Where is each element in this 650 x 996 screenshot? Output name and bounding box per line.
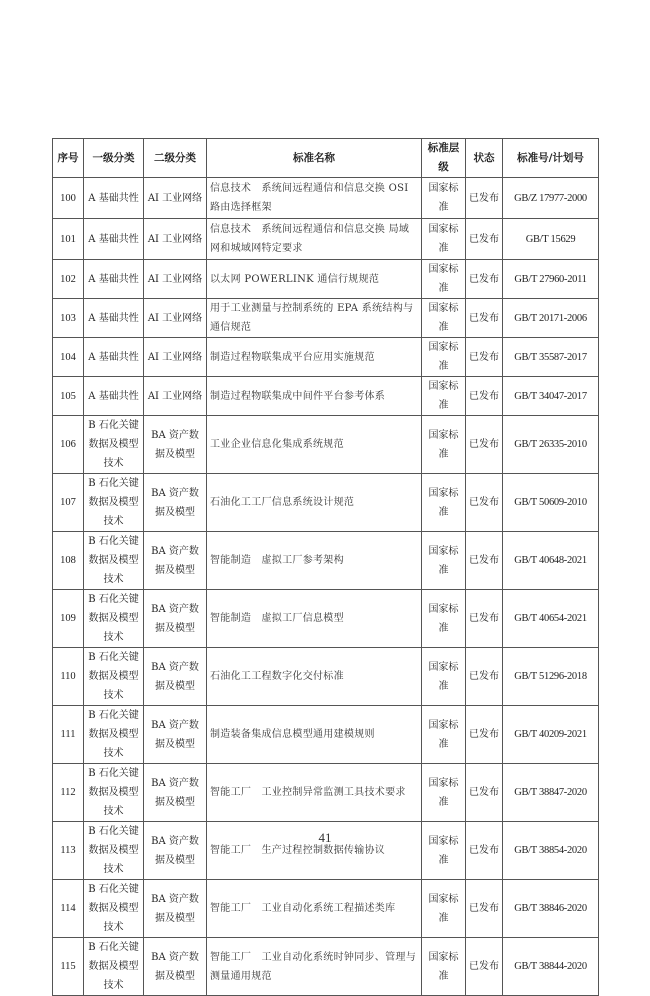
cell-level2-category: AI 工业网络 bbox=[144, 377, 207, 416]
cell-standard-name: 智能工厂 工业控制异常监测工具技术要求 bbox=[207, 764, 422, 822]
cell-status: 已发布 bbox=[466, 260, 503, 299]
cell-standard-name: 工业企业信息化集成系统规范 bbox=[207, 416, 422, 474]
cell-standard-code: GB/T 40648-2021 bbox=[503, 532, 599, 590]
table-row bbox=[53, 219, 599, 260]
cell-no: 112 bbox=[53, 764, 84, 822]
cell-standard-code: GB/T 38854-2020 bbox=[503, 822, 599, 880]
cell-no: 104 bbox=[53, 338, 84, 377]
cell-level2-category: AI 工业网络 bbox=[144, 260, 207, 299]
cell-no: 111 bbox=[53, 706, 84, 764]
cell-level2-category: BA 资产数据及模型 bbox=[144, 880, 207, 938]
header-level2-category: 二级分类 bbox=[144, 139, 207, 178]
table-row bbox=[53, 299, 599, 338]
table-row bbox=[53, 178, 599, 219]
table-row bbox=[53, 590, 599, 648]
cell-level1-category: B 石化关键数据及模型技术 bbox=[84, 706, 144, 764]
table-row bbox=[53, 532, 599, 590]
cell-standard-level: 国家标准 bbox=[422, 377, 466, 416]
table-row bbox=[53, 938, 599, 996]
cell-status: 已发布 bbox=[466, 178, 503, 219]
cell-standard-code: GB/Z 17977-2000 bbox=[503, 178, 599, 219]
cell-no: 105 bbox=[53, 377, 84, 416]
cell-status: 已发布 bbox=[466, 377, 503, 416]
cell-level1-category: B 石化关键数据及模型技术 bbox=[84, 648, 144, 706]
cell-standard-code: GB/T 38844-2020 bbox=[503, 938, 599, 996]
cell-no: 103 bbox=[53, 299, 84, 338]
table-header-row bbox=[53, 139, 599, 178]
cell-standard-name: 智能制造 虚拟工厂参考架构 bbox=[207, 532, 422, 590]
cell-no: 100 bbox=[53, 178, 84, 219]
table-row bbox=[53, 648, 599, 706]
cell-level2-category: AI 工业网络 bbox=[144, 338, 207, 377]
header-standard-code: 标准号/计划号 bbox=[503, 139, 599, 178]
cell-standard-name: 智能工厂 生产过程控制数据传输协议 bbox=[207, 822, 422, 880]
cell-standard-name: 制造装备集成信息模型通用建模规则 bbox=[207, 706, 422, 764]
cell-standard-name: 用于工业测量与控制系统的 EPA 系统结构与通信规范 bbox=[207, 299, 422, 338]
cell-level2-category: BA 资产数据及模型 bbox=[144, 590, 207, 648]
cell-standard-code: GB/T 34047-2017 bbox=[503, 377, 599, 416]
cell-level2-category: BA 资产数据及模型 bbox=[144, 648, 207, 706]
cell-standard-name: 智能制造 虚拟工厂信息模型 bbox=[207, 590, 422, 648]
header-level1-category: 一级分类 bbox=[84, 139, 144, 178]
cell-standard-level: 国家标准 bbox=[422, 822, 466, 880]
cell-standard-name: 石油化工工厂信息系统设计规范 bbox=[207, 474, 422, 532]
cell-no: 108 bbox=[53, 532, 84, 590]
header-status: 状态 bbox=[466, 139, 503, 178]
header-standard-name: 标准名称 bbox=[207, 139, 422, 178]
cell-standard-level: 国家标准 bbox=[422, 590, 466, 648]
cell-level1-category: A 基础共性 bbox=[84, 299, 144, 338]
cell-status: 已发布 bbox=[466, 416, 503, 474]
cell-level2-category: BA 资产数据及模型 bbox=[144, 706, 207, 764]
cell-no: 110 bbox=[53, 648, 84, 706]
standards-table bbox=[52, 138, 599, 996]
cell-standard-level: 国家标准 bbox=[422, 416, 466, 474]
cell-level2-category: BA 资产数据及模型 bbox=[144, 532, 207, 590]
table-row bbox=[53, 377, 599, 416]
cell-standard-name: 信息技术 系统间远程通信和信息交换 局域网和城域网特定要求 bbox=[207, 219, 422, 260]
cell-standard-code: GB/T 50609-2010 bbox=[503, 474, 599, 532]
cell-status: 已发布 bbox=[466, 938, 503, 996]
cell-level1-category: A 基础共性 bbox=[84, 260, 144, 299]
cell-standard-code: GB/T 40209-2021 bbox=[503, 706, 599, 764]
cell-status: 已发布 bbox=[466, 532, 503, 590]
table-row bbox=[53, 764, 599, 822]
cell-standard-code: GB/T 38846-2020 bbox=[503, 880, 599, 938]
cell-no: 102 bbox=[53, 260, 84, 299]
cell-level1-category: B 石化关键数据及模型技术 bbox=[84, 590, 144, 648]
cell-level2-category: BA 资产数据及模型 bbox=[144, 764, 207, 822]
cell-status: 已发布 bbox=[466, 299, 503, 338]
cell-level2-category: BA 资产数据及模型 bbox=[144, 938, 207, 996]
cell-standard-name: 信息技术 系统间远程通信和信息交换 OSI 路由选择框架 bbox=[207, 178, 422, 219]
cell-status: 已发布 bbox=[466, 764, 503, 822]
cell-status: 已发布 bbox=[466, 474, 503, 532]
cell-level2-category: BA 资产数据及模型 bbox=[144, 416, 207, 474]
cell-level1-category: A 基础共性 bbox=[84, 219, 144, 260]
cell-no: 113 bbox=[53, 822, 84, 880]
table-row bbox=[53, 880, 599, 938]
cell-level1-category: B 石化关键数据及模型技术 bbox=[84, 474, 144, 532]
cell-standard-level: 国家标准 bbox=[422, 474, 466, 532]
header-no: 序号 bbox=[53, 139, 84, 178]
cell-no: 114 bbox=[53, 880, 84, 938]
cell-level2-category: BA 资产数据及模型 bbox=[144, 822, 207, 880]
cell-level1-category: B 石化关键数据及模型技术 bbox=[84, 532, 144, 590]
cell-level2-category: AI 工业网络 bbox=[144, 299, 207, 338]
cell-status: 已发布 bbox=[466, 822, 503, 880]
cell-standard-level: 国家标准 bbox=[422, 260, 466, 299]
cell-status: 已发布 bbox=[466, 338, 503, 377]
cell-level2-category: BA 资产数据及模型 bbox=[144, 474, 207, 532]
cell-standard-code: GB/T 38847-2020 bbox=[503, 764, 599, 822]
cell-standard-name: 石油化工工程数字化交付标准 bbox=[207, 648, 422, 706]
cell-standard-level: 国家标准 bbox=[422, 648, 466, 706]
cell-standard-level: 国家标准 bbox=[422, 880, 466, 938]
cell-level1-category: B 石化关键数据及模型技术 bbox=[84, 938, 144, 996]
cell-no: 106 bbox=[53, 416, 84, 474]
cell-status: 已发布 bbox=[466, 590, 503, 648]
cell-level1-category: B 石化关键数据及模型技术 bbox=[84, 764, 144, 822]
table-row bbox=[53, 338, 599, 377]
cell-standard-level: 国家标准 bbox=[422, 219, 466, 260]
cell-level2-category: AI 工业网络 bbox=[144, 219, 207, 260]
cell-standard-code: GB/T 35587-2017 bbox=[503, 338, 599, 377]
cell-standard-level: 国家标准 bbox=[422, 299, 466, 338]
cell-level1-category: A 基础共性 bbox=[84, 377, 144, 416]
cell-no: 115 bbox=[53, 938, 84, 996]
cell-status: 已发布 bbox=[466, 706, 503, 764]
cell-standard-name: 智能工厂 工业自动化系统工程描述类库 bbox=[207, 880, 422, 938]
cell-standard-code: GB/T 20171-2006 bbox=[503, 299, 599, 338]
cell-standard-code: GB/T 26335-2010 bbox=[503, 416, 599, 474]
cell-level1-category: A 基础共性 bbox=[84, 338, 144, 377]
cell-no: 101 bbox=[53, 219, 84, 260]
cell-level1-category: B 石化关键数据及模型技术 bbox=[84, 822, 144, 880]
page-number: 41 bbox=[318, 830, 332, 845]
cell-level1-category: B 石化关键数据及模型技术 bbox=[84, 880, 144, 938]
table-row bbox=[53, 260, 599, 299]
cell-status: 已发布 bbox=[466, 219, 503, 260]
cell-standard-code: GB/T 51296-2018 bbox=[503, 648, 599, 706]
cell-level2-category: AI 工业网络 bbox=[144, 178, 207, 219]
cell-standard-code: GB/T 15629 bbox=[503, 219, 599, 260]
table-row bbox=[53, 416, 599, 474]
cell-level1-category: B 石化关键数据及模型技术 bbox=[84, 416, 144, 474]
cell-status: 已发布 bbox=[466, 880, 503, 938]
cell-level1-category: A 基础共性 bbox=[84, 178, 144, 219]
cell-standard-name: 制造过程物联集成平台应用实施规范 bbox=[207, 338, 422, 377]
cell-standard-level: 国家标准 bbox=[422, 532, 466, 590]
cell-standard-level: 国家标准 bbox=[422, 338, 466, 377]
cell-standard-name: 智能工厂 工业自动化系统时钟同步、管理与测量通用规范 bbox=[207, 938, 422, 996]
header-standard-level: 标准层级 bbox=[422, 139, 466, 178]
cell-status: 已发布 bbox=[466, 648, 503, 706]
cell-standard-name: 以太网 POWERLINK 通信行规规范 bbox=[207, 260, 422, 299]
cell-standard-name: 制造过程物联集成中间件平台参考体系 bbox=[207, 377, 422, 416]
cell-standard-code: GB/T 40654-2021 bbox=[503, 590, 599, 648]
cell-standard-level: 国家标准 bbox=[422, 764, 466, 822]
cell-no: 107 bbox=[53, 474, 84, 532]
cell-standard-code: GB/T 27960-2011 bbox=[503, 260, 599, 299]
cell-standard-level: 国家标准 bbox=[422, 178, 466, 219]
cell-standard-level: 国家标准 bbox=[422, 938, 466, 996]
table-row bbox=[53, 474, 599, 532]
cell-standard-level: 国家标准 bbox=[422, 706, 466, 764]
table-row bbox=[53, 706, 599, 764]
cell-no: 109 bbox=[53, 590, 84, 648]
